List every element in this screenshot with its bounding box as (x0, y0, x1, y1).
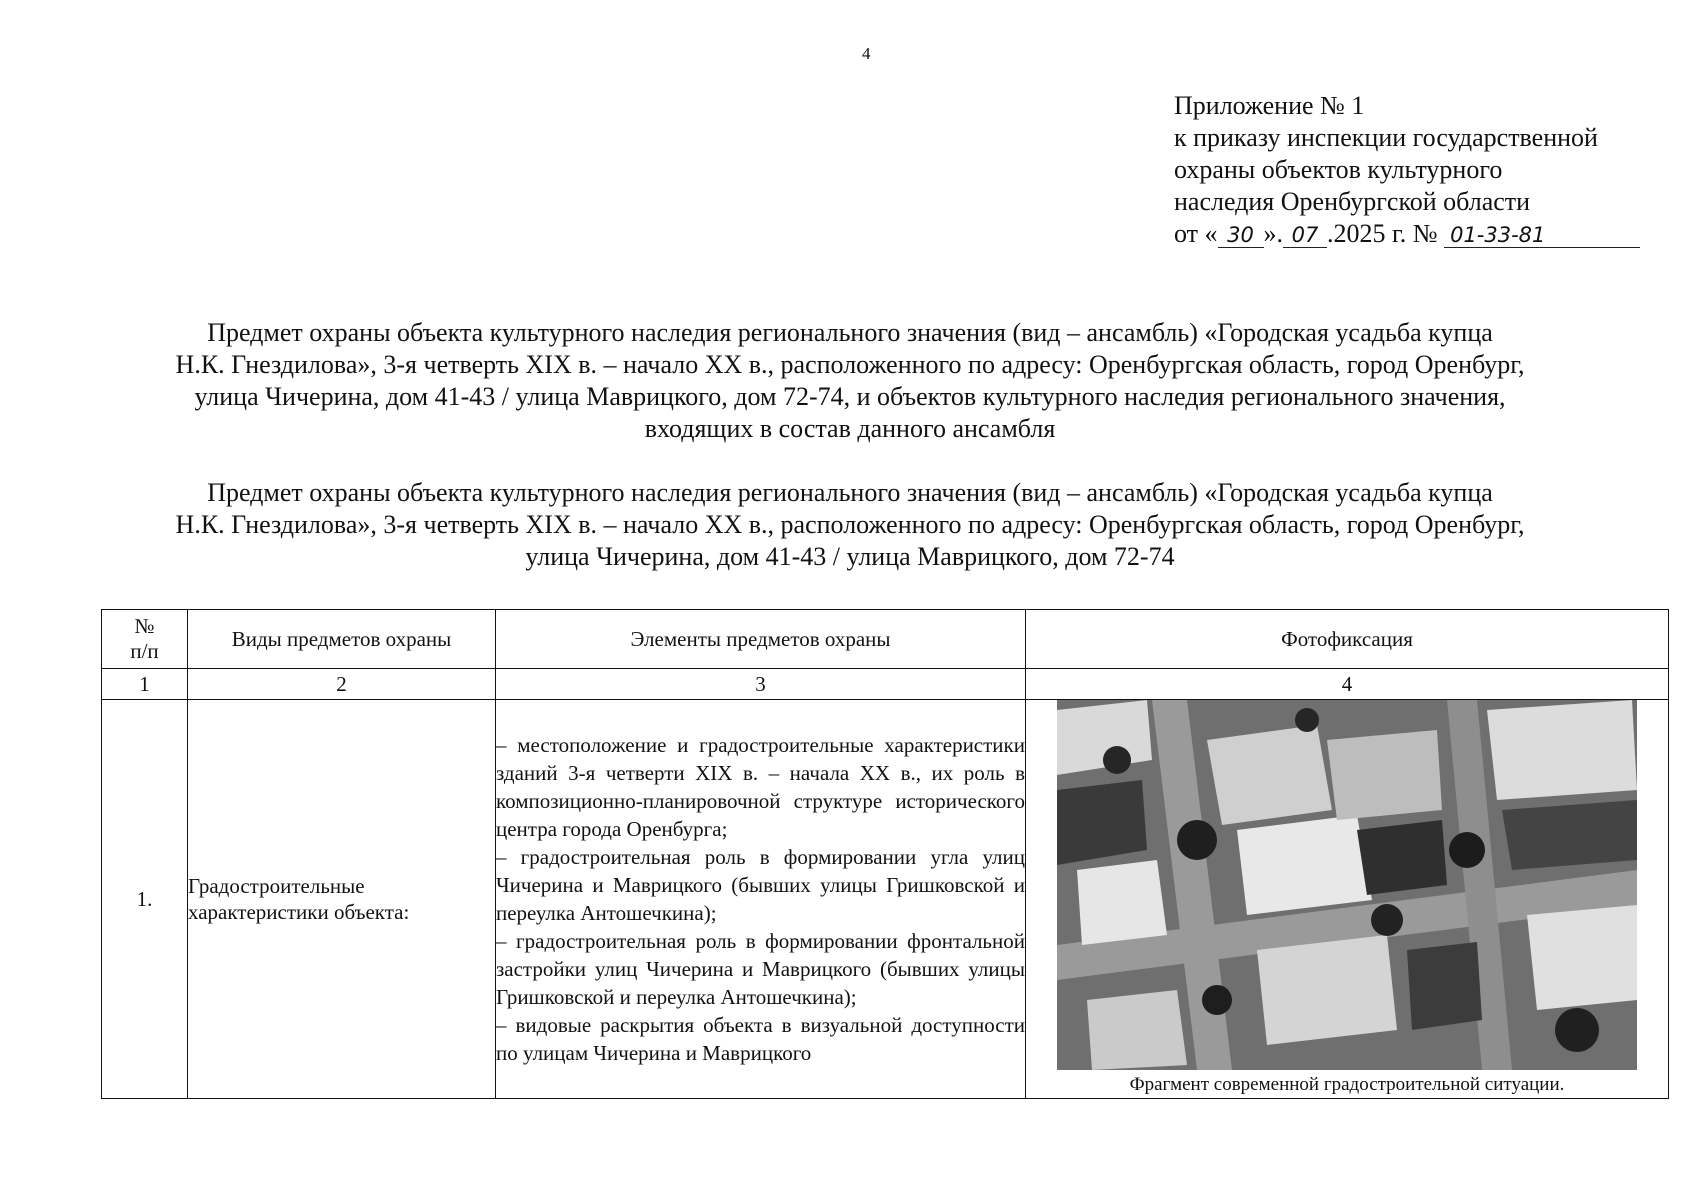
appendix-title: Приложение № 1 (1174, 91, 1365, 120)
page-number: 4 (862, 44, 871, 63)
header-number-sign: № (134, 614, 155, 638)
column-number: 4 (1026, 669, 1669, 700)
protection-table (101, 609, 1669, 1099)
appendix-date-line (1174, 218, 1640, 250)
title-line: улица Чичерина, дом 41-43 / улица Маврицкого, дом 72-74 (525, 542, 1175, 571)
header-elements: Элементы предметов охраны (496, 610, 1026, 669)
date-month-handwritten: 07 (1283, 223, 1327, 248)
date-day-handwritten: 30 (1218, 223, 1264, 248)
photo-caption: Фрагмент современной градостроительной ситуации. (1129, 1074, 1565, 1095)
column-number: 1 (102, 669, 188, 700)
appendix-line: охраны объектов культурного (1174, 155, 1503, 184)
title-line: Н.К. Гнездилова», 3-я четверть XIX в. – начало XX в., расположенного по адресу: Оренбургская область, город Оренбург, (175, 510, 1525, 539)
element-item: – местоположение и градостроительные характеристики зданий 3-я четверти XIX в. – начала XX в., их роль в композиционно-планировочной структуре исторического центра города Оренбурга; (496, 733, 1025, 841)
header-number-abbr: п/п (130, 639, 159, 663)
aerial-photo (1057, 700, 1637, 1070)
table-title (80, 477, 1620, 573)
order-number-handwritten: 01-33-81 (1444, 223, 1640, 248)
row-elements (496, 700, 1026, 1099)
column-number: 3 (496, 669, 1026, 700)
table-header-row (102, 610, 1669, 669)
header-photo: Фотофиксация (1026, 610, 1669, 669)
date-separator: ». (1263, 219, 1284, 248)
table-row (102, 700, 1669, 1099)
header-number (102, 610, 188, 669)
document-title (80, 317, 1620, 445)
title-line: Н.К. Гнездилова», 3-я четверть XIX в. – начало XX в., расположенного по адресу: Оренбургская область, город Оренбург, (175, 350, 1525, 379)
date-prefix: от « (1174, 219, 1218, 248)
title-line: Предмет охраны объекта культурного наследия регионального значения (вид – ансамбль) «Городская усадьба купца (207, 318, 1493, 347)
title-line: входящих в состав данного ансамбля (644, 414, 1056, 443)
column-number-row (102, 669, 1669, 700)
row-type: Градостроительные характеристики объекта: (188, 700, 496, 1099)
title-line: Предмет охраны объекта культурного наследия регионального значения (вид – ансамбль) «Городская усадьба купца (207, 478, 1493, 507)
title-line: улица Чичерина, дом 41-43 / улица Маврицкого, дом 72-74, и объектов культурного наследия регионального значения, (194, 382, 1506, 411)
element-item: – градостроительная роль в формировании фронтальной застройки улиц Чичерина и Маврицкого (бывших улицы Гришковской и переулка Антошечкина); (496, 929, 1025, 1009)
appendix-line: к приказу инспекции государственной (1174, 123, 1598, 152)
appendix-line: наследия Оренбургской области (1174, 187, 1531, 216)
column-number: 2 (188, 669, 496, 700)
element-item: – градостроительная роль в формировании угла улиц Чичерина и Маврицкого (бывших улицы Гришковской и переулка Антошечкина); (496, 845, 1025, 925)
row-photo-cell (1026, 700, 1669, 1099)
header-type: Виды предметов охраны (188, 610, 496, 669)
element-item: – видовые раскрытия объекта в визуальной доступности по улицам Чичерина и Маврицкого (496, 1013, 1025, 1065)
appendix-block (1174, 90, 1640, 250)
row-number: 1. (102, 700, 188, 1099)
date-year: .2025 г. № (1327, 219, 1438, 248)
